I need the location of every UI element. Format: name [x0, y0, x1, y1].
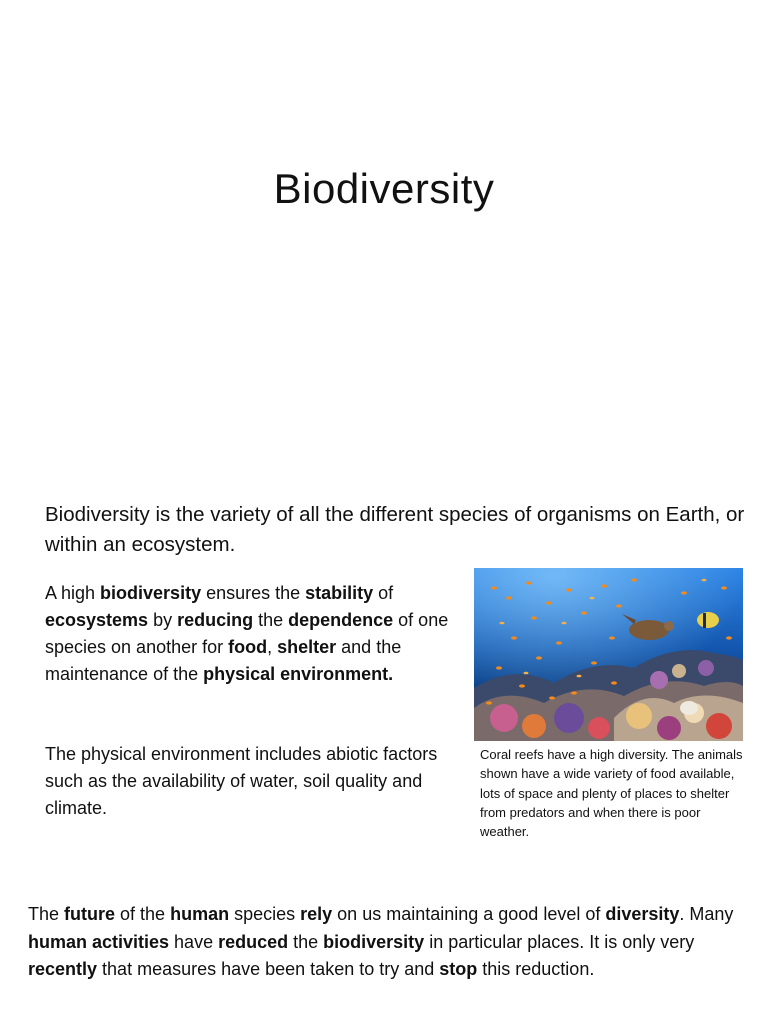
bold-term: biodiversity: [323, 931, 425, 952]
bold-term: future: [64, 904, 116, 924]
bold-term: stop: [439, 959, 478, 979]
bold-term: ecosystems: [45, 610, 149, 630]
text-span: of the: [115, 904, 171, 924]
definition-paragraph: Biodiversity is the variety of all the different species of organisms on Earth, or within an ecosystem.: [45, 503, 745, 556]
bold-term: shelter: [277, 637, 337, 657]
text-span: A high: [45, 583, 101, 603]
bold-term: diversity: [605, 904, 680, 924]
text-span: . Many: [679, 904, 734, 924]
abiotic-paragraph: The physical environment includes abiotic factors such as the availability of water, soil quality and climate.: [45, 744, 438, 818]
bold-term: recently: [28, 959, 98, 979]
bold-term: human activities: [28, 931, 170, 952]
text-span: of: [373, 583, 394, 603]
text-span: ensures the: [201, 583, 306, 603]
text-span: and the maintenance of the: [45, 637, 402, 684]
bold-term: physical environment.: [203, 664, 394, 684]
text-span: in particular places. It is only very: [424, 931, 695, 952]
text-span: that measures have been taken to try and: [97, 959, 440, 979]
bold-term: rely: [300, 904, 333, 924]
text-span: ,: [267, 637, 278, 657]
bold-term: biodiversity: [100, 583, 202, 603]
text-span: of one species on another for: [45, 610, 449, 657]
text-span: The: [28, 904, 65, 924]
page-title: Biodiversity: [273, 165, 495, 212]
text-span: species: [229, 904, 301, 924]
bold-term: human: [170, 904, 230, 924]
bold-term: stability: [305, 583, 374, 603]
stability-paragraph: [45, 580, 460, 688]
text-span: this reduction.: [477, 959, 595, 979]
text-span: the: [288, 931, 324, 952]
bold-term: food: [228, 637, 268, 657]
text-span: by: [148, 610, 178, 630]
text-span: on us maintaining a good level of: [332, 904, 606, 924]
image-caption: Coral reefs have a high diversity. The animals shown have a wide variety of food available, lots of space and plenty of places to shelter from predators and when there is poor weather.: [480, 747, 743, 840]
coral-reef-image: [474, 568, 743, 741]
bold-term: reduced: [218, 931, 289, 952]
future-paragraph: [28, 901, 748, 984]
bold-term: dependence: [288, 610, 394, 630]
bold-term: reducing: [177, 610, 254, 630]
text-span: have: [169, 931, 219, 952]
text-span: the: [253, 610, 289, 630]
